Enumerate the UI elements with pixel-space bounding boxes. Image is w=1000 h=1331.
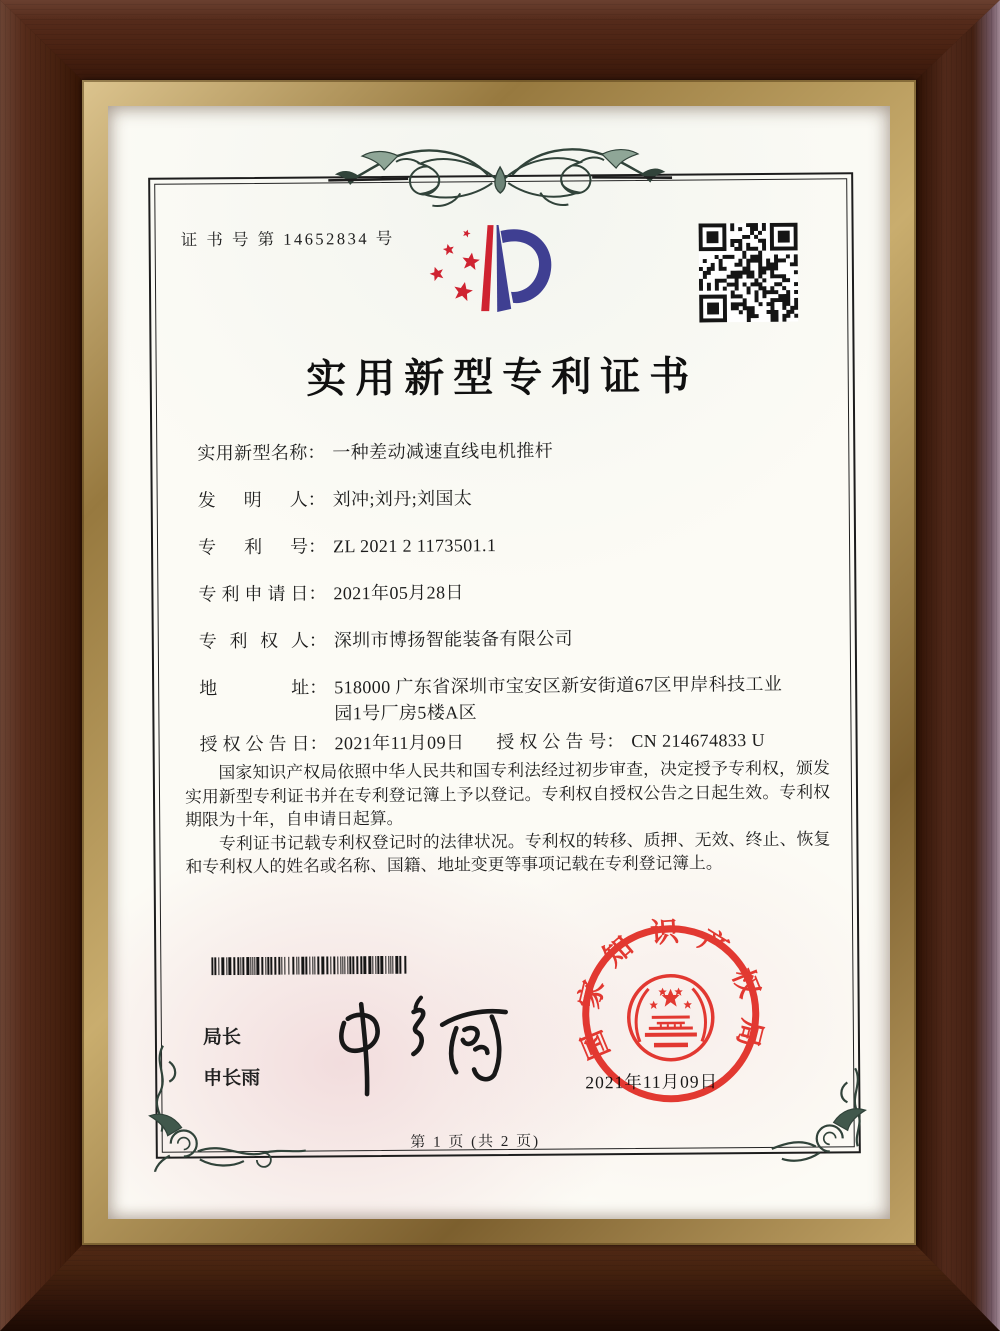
certificate-border xyxy=(148,172,861,1159)
field-value: 2021年05月28日 xyxy=(333,582,464,604)
field-row-inventors: 发明人 ： 刘冲;刘丹;刘国太 xyxy=(198,482,830,513)
frame-bottom xyxy=(0,1245,1000,1331)
address-line-1: 518000 广东省深圳市宝安区新安街道67区甲岸科技工业 xyxy=(334,673,783,698)
body-paragraph-2: 专利证书记载专利权登记时的法律状况。专利权的转移、质押、无效、终止、恢复和专利权人的姓名或名称、国籍、地址变更等事项记载在专利登记簿上。 xyxy=(185,828,831,877)
field-list xyxy=(197,435,832,778)
qr-code xyxy=(699,223,799,323)
certificate-number: 证 书 号 第 14652834 号 xyxy=(180,228,395,250)
field-value: CN 214674833 U xyxy=(631,729,766,752)
field-row-filing-date: 专利申请日 ： 2021年05月28日 xyxy=(198,576,830,607)
seal-date: 2021年11月09日 xyxy=(585,1071,719,1093)
field-label: 地址 xyxy=(199,677,310,699)
field-label: 专利申请日 xyxy=(198,583,309,605)
signer-block xyxy=(203,1022,261,1104)
field-label: 授权公告号 xyxy=(496,731,607,753)
field-label: 实用新型名称 xyxy=(197,442,308,464)
body-paragraph-1: 国家知识产权局依照中华人民共和国专利法经过初步审查，决定授予专利权，颁发实用新型专利证书并在专利登记簿上予以登记。专利权自授权公告之日起生效。专利权期限为十年，自申请日起算。 xyxy=(184,758,831,830)
field-row-patent-number: 专利号 ： ZL 2021 2 1173501.1 xyxy=(198,529,830,560)
field-label: 发明人 xyxy=(197,489,308,511)
certificate-paper xyxy=(108,106,890,1219)
field-label: 授权公告日 xyxy=(199,733,310,755)
field-row-patentee: 专利权人 ： 深圳市博扬智能装备有限公司 xyxy=(199,623,831,654)
field-row-grant: 授权公告日 ： 2021年11月09日 授权公告号 ： CN 214674833 U xyxy=(200,726,832,757)
grant-number-group: 授权公告号 ： CN 214674833 U xyxy=(496,727,765,755)
signature-handwriting xyxy=(315,985,530,1105)
frame-left xyxy=(0,0,82,1331)
barcode xyxy=(211,956,409,976)
cnipa-red-seal xyxy=(574,917,768,1111)
frame-top xyxy=(0,0,1000,80)
signer-title: 局长 xyxy=(202,1027,242,1049)
signer-name: 申长雨 xyxy=(203,1067,261,1090)
page-number: 第 1 页 (共 2 页) xyxy=(410,1133,541,1151)
field-label: 专利号 xyxy=(197,536,309,558)
field-value: ZL 2021 2 1173501.1 xyxy=(332,535,497,557)
frame-right xyxy=(916,0,1000,1331)
field-label: 专利权人 xyxy=(198,630,309,652)
field-value: 深圳市博扬智能装备有限公司 xyxy=(333,628,574,651)
top-flourish-ornament xyxy=(328,140,673,219)
field-value: 2021年11月09日 xyxy=(334,732,465,754)
field-row-address: 地址 ： 518000 广东省深圳市宝安区新安街道67区甲岸科技工业 园1号厂房5楼A区 xyxy=(199,670,831,727)
certificate-title: 实用新型专利证书 xyxy=(306,353,699,402)
field-value: 刘冲;刘丹;刘国太 xyxy=(332,488,473,510)
field-value xyxy=(334,671,783,727)
cnipa-logo-icon xyxy=(404,212,577,335)
field-row-utility-model-name: 实用新型名称 ： 一种差动减速直线电机推杆 xyxy=(197,435,829,466)
address-line-2: 园1号厂房5楼A区 xyxy=(334,702,478,724)
frame-gold-trim xyxy=(82,80,916,1245)
field-value: 一种差动减速直线电机推杆 xyxy=(332,440,554,463)
legal-body-text xyxy=(185,756,831,879)
seal-agency-text: 国家知识产权局 xyxy=(574,916,768,1064)
